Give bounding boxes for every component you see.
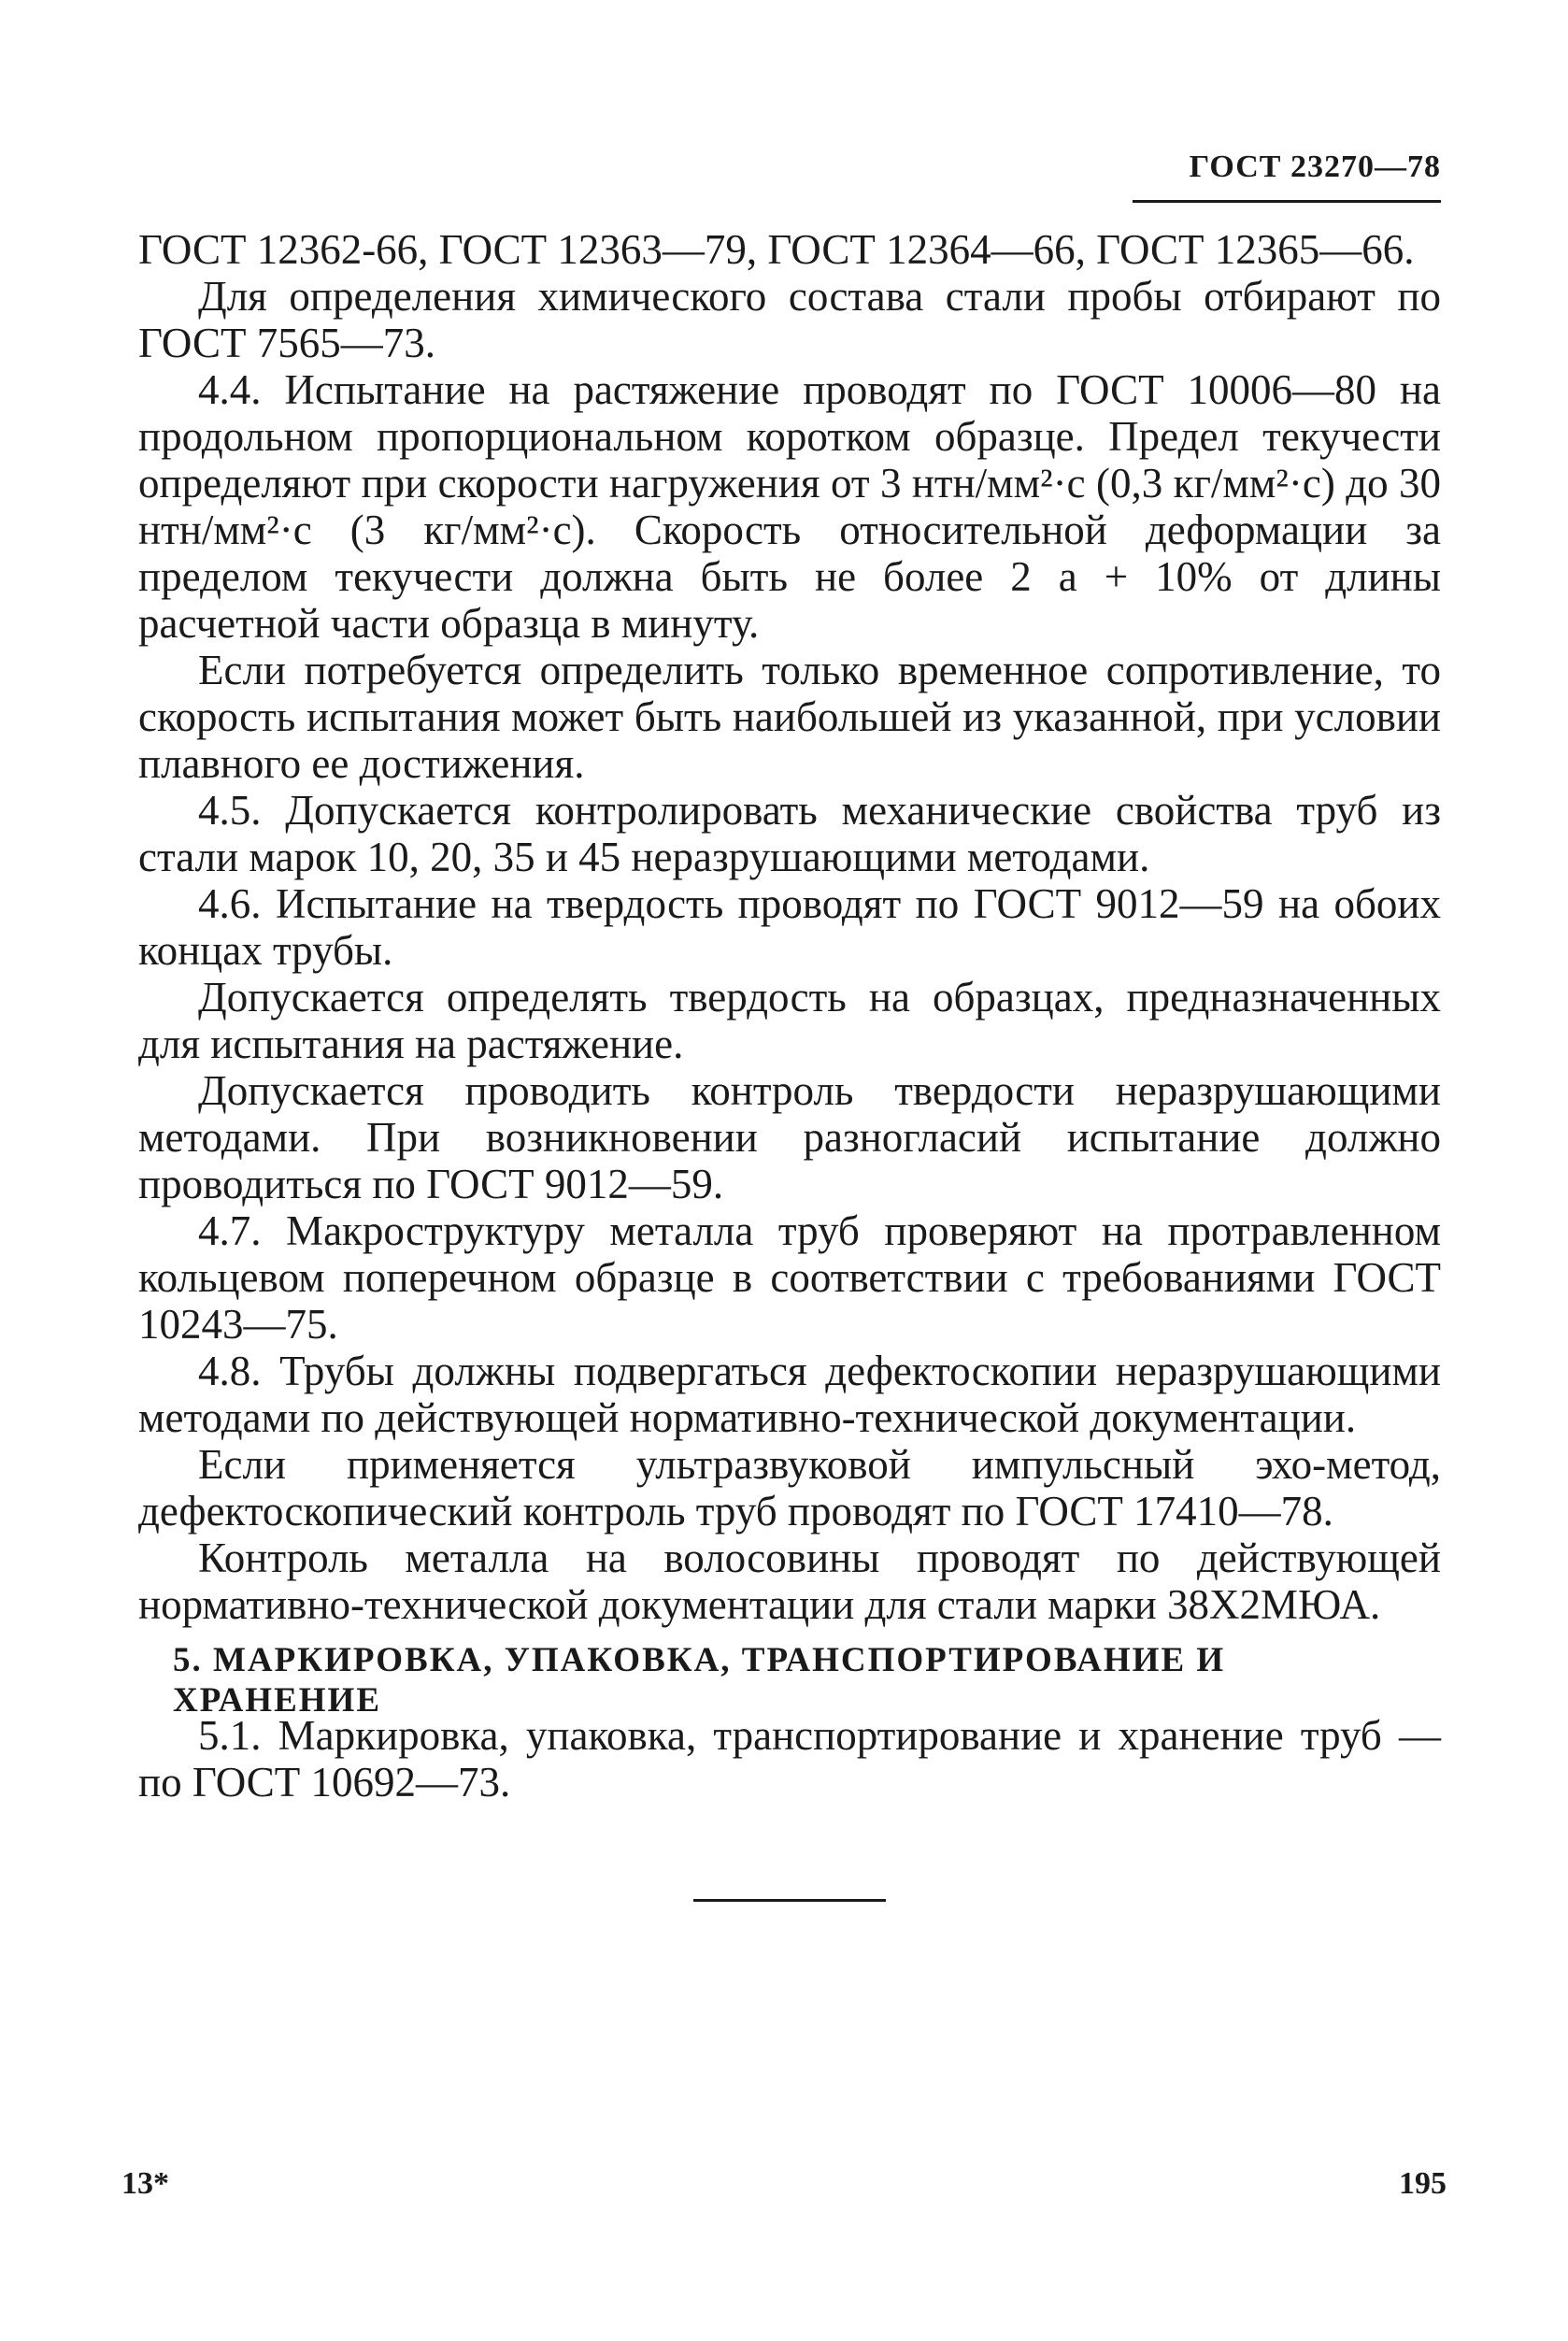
paragraph-4-8: 4.8. Трубы должны подвергаться дефектоскопии неразрушающими методами по действующей нормативно-технической документации.: [138, 1348, 1441, 1441]
signature-mark: 13*: [121, 2166, 169, 2201]
header-rule: [1133, 200, 1441, 203]
paragraph-4-6: 4.6. Испытание на твердость проводят по ГОСТ 9012—59 на обоих концах трубы.: [138, 880, 1441, 974]
paragraph-gost-list: ГОСТ 12362-66, ГОСТ 12363—79, ГОСТ 12364—66, ГОСТ 12365—66.: [138, 226, 1415, 273]
section-5-text: [138, 1712, 1441, 1806]
paragraph-4-5: 4.5. Допускается контролировать механические свойства труб из стали марок 10, 20, 35 и 45 неразрушающими методами.: [138, 787, 1441, 880]
section-5-title: 5. МАРКИРОВКА, УПАКОВКА, ТРАНСПОРТИРОВАНИЕ И ХРАНЕНИЕ: [173, 1641, 1226, 1720]
paragraph-5-1: 5.1. Маркировка, упаковка, транспортирование и хранение труб — по ГОСТ 10692—73.: [138, 1712, 1441, 1806]
body-text: [138, 226, 1441, 1628]
page-number: 195: [1399, 2166, 1447, 2201]
paragraph-4-7: 4.7. Макроструктуру металла труб проверяют на протравленном кольцевом поперечном образце в соответствии с требованиями ГОСТ 10243—75.: [138, 1207, 1441, 1348]
running-header: ГОСТ 23270—78: [1189, 150, 1441, 184]
paragraph-chemical-sampling: Для определения химического состава стали пробы отбирают по ГОСТ 7565—73.: [138, 273, 1441, 366]
paragraph-hardness-ndt: Допускается проводить контроль твердости неразрушающими методами. При возникновении разногласий испытание должно проводиться по ГОСТ 9012—59.: [138, 1067, 1441, 1207]
end-rule: [693, 1899, 886, 1902]
paragraph-hairline-control: Контроль металла на волосовины проводят по действующей нормативно-технической документации для стали марки 38Х2МЮА.: [138, 1534, 1441, 1628]
paragraph-4-4: 4.4. Испытание на растяжение проводят по ГОСТ 10006—80 на продольном пропорциональном коротком образце. Предел текучести определяют при скорости нагружения от 3 нтн/мм²·с (0,3 кг/мм²·с) до 30 нтн/мм²·с (3 кг/мм²·с). Скорость относительной деформации за пределом текучести должна быть не более 2 а + 10% от длины расчетной части образца в минуту.: [138, 366, 1441, 647]
paragraph-hardness-samples: Допускается определять твердость на образцах, предназначенных для испытания на растяжение.: [138, 974, 1441, 1067]
paragraph-tensile-speed: Если потребуется определить только временное сопротивление, то скорость испытания может быть наибольшей из указанной, при условии плавного ее достижения.: [138, 647, 1441, 787]
paragraph-ultrasonic: Если применяется ультразвуковой импульсный эхо-метод, дефектоскопический контроль труб проводят по ГОСТ 17410—78.: [138, 1441, 1441, 1534]
